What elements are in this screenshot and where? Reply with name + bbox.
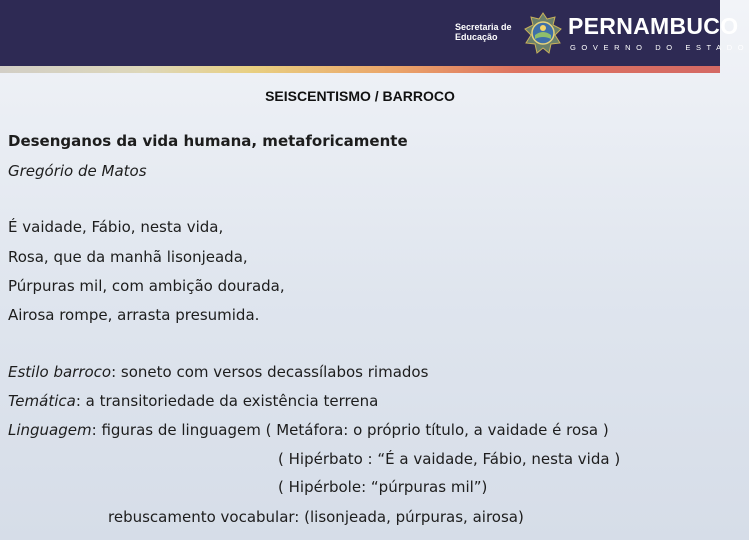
rebuscamento-line: rebuscamento vocabular: (lisonjeada, púrpuras, airosa) (108, 508, 524, 526)
verse-line: Rosa, que da manhã lisonjeada, (8, 248, 248, 266)
secretaria-line2: Educação (455, 32, 498, 42)
state-coat-of-arms-icon (522, 11, 564, 57)
estilo-label: Estilo barroco (8, 363, 112, 381)
linguagem-line (8, 421, 609, 439)
verse-line: É vaidade, Fábio, nesta vida, (8, 218, 224, 236)
linguagem-text: : figuras de linguagem ( Metáfora: o próprio título, a vaidade é rosa ) (91, 421, 609, 439)
secretaria-line1: Secretaria de (455, 22, 512, 32)
tematica-label: Temática (8, 392, 76, 410)
verse-line: Airosa rompe, arrasta presumida. (8, 306, 260, 324)
poem-title: Desenganos da vida humana, metaforicamente (8, 132, 408, 150)
tematica-text: : a transitoriedade da existência terrena (75, 392, 379, 410)
estilo-line (8, 363, 428, 381)
brand-name: PERNAMBUCO (568, 13, 739, 39)
slide-heading: SEISCENTISMO / BARROCO (265, 88, 455, 104)
header-bar (0, 0, 749, 66)
brand-subtitle: GOVERNO DO ESTADO (570, 43, 749, 52)
poem-author: Gregório de Matos (8, 162, 147, 180)
hiperbato-line: ( Hipérbato : “É a vaidade, Fábio, nesta vida ) (278, 450, 621, 468)
tematica-line (8, 392, 378, 410)
estilo-text: : soneto com versos decassílabos rimados (111, 363, 429, 381)
verse-line: Púrpuras mil, com ambição dourada, (8, 277, 285, 295)
secretaria-label (455, 22, 517, 42)
hiperbole-line: ( Hipérbole: “púrpuras mil”) (278, 478, 488, 496)
linguagem-label: Linguagem (8, 421, 92, 439)
accent-stripe (0, 66, 720, 73)
